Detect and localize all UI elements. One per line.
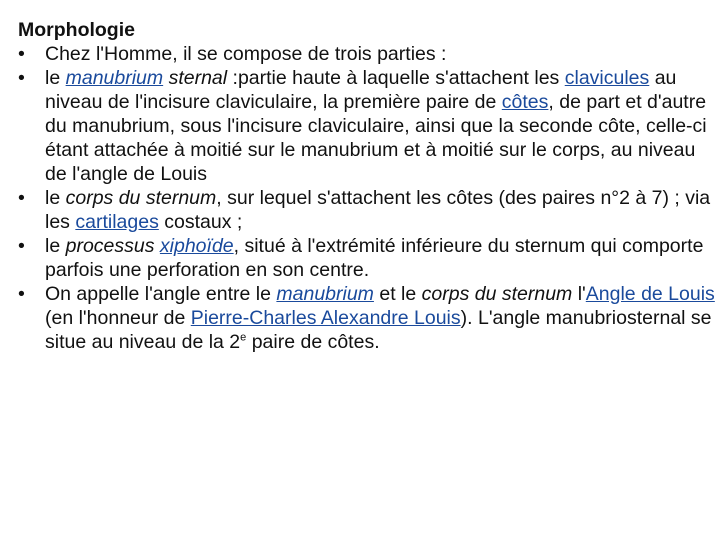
- link-pierre-charles-alexandre-louis[interactable]: Pierre-Charles Alexandre Louis: [190, 307, 461, 329]
- item-2-italic-sternal: sternal: [168, 67, 228, 89]
- link-cotes[interactable]: côtes: [501, 91, 549, 113]
- item-4-italic-processus: processus: [65, 235, 155, 257]
- item-5-text-c: l': [572, 283, 586, 305]
- item-4-text-b: , situé à l'extrémité inférieure du sternum qui comporte parfois une perforation en son centre.: [45, 235, 704, 281]
- bullet-item-1: [18, 42, 716, 66]
- bullet-dot-icon: •: [18, 283, 25, 305]
- link-manubrium-2[interactable]: manubrium: [276, 283, 374, 305]
- item-2-text-d: , de part et d'autre du manubrium, sous l'incisure claviculaire, ainsi que la seconde côte, celle-ci étant attachée à moitié sur le manubrium et à moitié sur le corps, au niveau de l'angle de Louis: [45, 91, 707, 185]
- link-clavicules[interactable]: clavicules: [564, 67, 650, 89]
- item-2-text-b: :partie haute à laquelle s'attachent les: [227, 67, 565, 89]
- item-3-text-b: , sur lequel s'attachent les côtes (des paires n°2 à 7) ; via les: [45, 187, 711, 233]
- bullet-dot-icon: •: [18, 187, 25, 209]
- bullet-item-5: [18, 282, 716, 354]
- item-2-text-a: le: [45, 67, 66, 89]
- link-cartilages[interactable]: cartilages: [75, 211, 159, 233]
- link-xiphoide[interactable]: xiphoïde: [159, 235, 234, 257]
- item-5-text-d: (en l'honneur de: [45, 307, 191, 329]
- item-5-text-e: ). L'angle manubriosternal se situe au niveau de la 2: [45, 307, 712, 353]
- item-5-text-f: paire de côtes.: [246, 331, 380, 353]
- item-5-text-a: On appelle l'angle entre le: [45, 283, 277, 305]
- bullet-list: [18, 42, 716, 354]
- bullet-dot-icon: •: [18, 235, 25, 257]
- item-3-text-a: le: [45, 187, 66, 209]
- bullet-item-4: [18, 234, 716, 282]
- slide-heading: Morphologie: [18, 19, 135, 41]
- link-manubrium[interactable]: manubrium: [65, 67, 164, 89]
- item-2-text-c: au niveau de l'incisure claviculaire, la première paire de: [45, 67, 677, 113]
- bullet-item-3: [18, 186, 716, 234]
- bullet-item-2: [18, 66, 716, 186]
- bullet-dot-icon: •: [18, 43, 25, 65]
- item-1-text: Chez l'Homme, il se compose de trois parties :: [45, 43, 447, 65]
- item-5-text-b: et le: [373, 283, 422, 305]
- item-4-text-a: le: [45, 235, 66, 257]
- item-5-italic-corps: corps du sternum: [421, 283, 573, 305]
- superscript-e: e: [240, 331, 247, 344]
- slide-content: [18, 18, 716, 354]
- item-3-italic-corps: corps du sternum: [65, 187, 217, 209]
- link-angle-de-louis[interactable]: Angle de Louis: [585, 283, 715, 305]
- item-3-text-c: costaux ;: [158, 211, 243, 233]
- bullet-dot-icon: •: [18, 67, 25, 89]
